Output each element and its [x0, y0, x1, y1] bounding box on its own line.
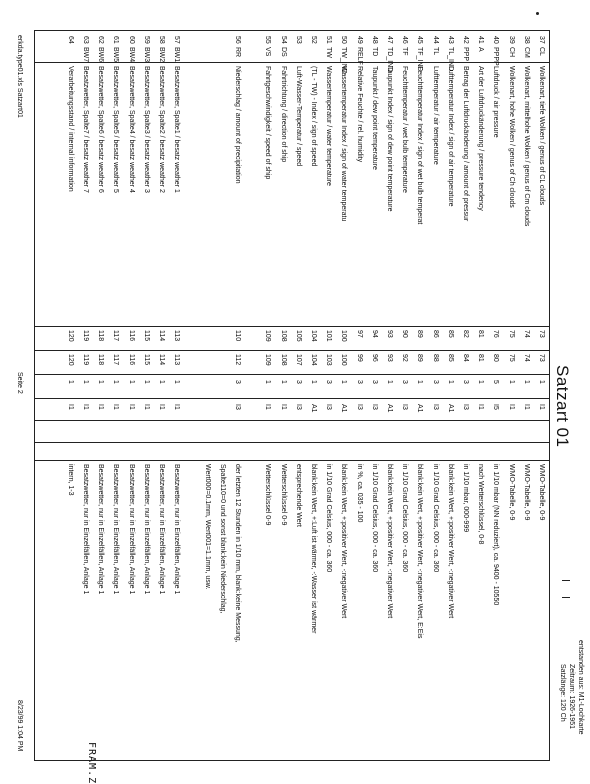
table-row: [203, 0, 212, 780]
field-end-column: 118: [97, 354, 105, 366]
field-end-column: 85: [446, 354, 454, 362]
tick-mark: [562, 580, 570, 581]
field-end-column: 117: [112, 354, 120, 366]
field-length: 1: [142, 380, 150, 384]
field-format: I1: [173, 404, 181, 410]
field-description: Lufttemperatur Index / sign of air temperature: [446, 66, 454, 207]
field-end-column: 114: [158, 354, 165, 366]
field-number: 47: [386, 36, 393, 44]
table-row: [172, 0, 181, 780]
table-row: [233, 0, 242, 780]
field-end-column: 103: [325, 354, 333, 366]
field-format: I1: [112, 404, 120, 410]
field-length: 1: [310, 380, 317, 384]
field-start-column: 100: [340, 330, 348, 342]
field-number: 62: [97, 36, 105, 44]
field-code: BW1: [173, 47, 181, 63]
field-format: I1: [97, 404, 105, 410]
field-format: I3: [401, 404, 409, 410]
field-remark: in 1/10 Grad Celsius, 000 - ca. 360: [431, 464, 439, 573]
field-start-column: 120: [66, 330, 74, 342]
field-description: Art der Luftdruckänderung / pressure tendency: [477, 66, 485, 211]
field-code: TF: [401, 47, 409, 56]
field-start-column: 85: [446, 330, 454, 338]
table-row: [385, 0, 394, 780]
field-format: I3: [370, 404, 378, 410]
field-number: 64: [66, 36, 74, 44]
field-end-column: 119: [82, 354, 89, 366]
field-length: 1: [416, 380, 424, 384]
field-remark: in 1/10 Grad Celsius, 000 - ca. 360: [370, 464, 378, 573]
field-start-column: 105: [294, 330, 302, 342]
field-number: 49: [355, 36, 363, 44]
field-remark: WMO-Tabelle, 0-9: [507, 464, 515, 521]
footer-left: erkda.type01.xls Satzart01: [16, 35, 23, 118]
field-start-column: 94: [370, 330, 378, 338]
field-description: Wassertemperatur / water temperature: [325, 66, 333, 186]
field-remark: WMO-Tabelle, 0-9: [522, 464, 530, 521]
field-number: 48: [370, 36, 378, 44]
field-code: CM: [522, 47, 530, 58]
field-end-column: 74: [522, 354, 530, 362]
field-start-column: 114: [158, 330, 165, 342]
field-start-column: 101: [325, 330, 333, 342]
field-code: TD_IND: [386, 47, 393, 73]
field-description: Besatzwetter, Spalte6 / besatz weather 6: [97, 66, 105, 193]
field-remark: blank:kein Wert, +:positiver Wert, -:negativer Wert: [386, 464, 393, 619]
field-number: 46: [401, 36, 409, 44]
field-end-column: 92: [401, 354, 409, 362]
field-code: TW: [325, 47, 333, 58]
field-code: DS: [279, 47, 287, 57]
field-start-column: 82: [462, 330, 469, 338]
field-end-column: 81: [477, 354, 485, 362]
field-code: BW6: [97, 47, 105, 63]
field-number: 53: [294, 36, 302, 44]
field-description: Wolkenart, mittelhohe Wolken / genus of Cm clouds: [522, 66, 530, 227]
field-code: CL: [538, 47, 545, 56]
field-description: Luft-Wasser-Temperatur / speed: [294, 66, 302, 167]
field-remark: Wetterschlüssel 0-9: [279, 464, 287, 526]
field-description: Lufttemperatur / air temperature: [431, 66, 439, 165]
field-length: 3: [462, 380, 469, 384]
field-start-column: 75: [507, 330, 515, 338]
table-row: [111, 0, 120, 780]
field-description: Feuchttemperatur Index / sign of wet bulb temperat: [416, 66, 424, 225]
field-description: (TL - TW) - Index / sign of speed: [310, 66, 317, 167]
table-row: [537, 0, 546, 780]
field-length: 1: [127, 380, 135, 384]
field-end-column: 100: [340, 354, 348, 366]
field-description: Wolkenart, hohe Wolken / genus of Ch clouds: [507, 66, 515, 208]
field-code: A: [477, 47, 485, 52]
field-code: TL: [431, 47, 439, 56]
field-number: 37: [538, 36, 545, 44]
margin-dot: [536, 12, 539, 15]
field-format: I1: [127, 404, 135, 410]
field-number: 43: [446, 36, 454, 44]
field-start-column: 93: [386, 330, 393, 338]
field-start-column: 115: [142, 330, 150, 342]
field-length: 1: [264, 380, 272, 384]
field-format: I1: [66, 404, 74, 410]
field-length: 1: [82, 380, 89, 384]
field-start-column: 110: [234, 330, 241, 342]
field-start-column: 76: [492, 330, 500, 338]
field-description: Feuchttemperatur / wet bulb temperature: [401, 66, 409, 193]
table-row: [187, 0, 196, 780]
field-format: A1: [340, 404, 348, 413]
field-number: 58: [158, 36, 165, 44]
field-description: Taupunkt Index / sign of dew point temperature: [386, 66, 393, 212]
field-length: 3: [431, 380, 439, 384]
field-code: BW3: [142, 47, 150, 63]
field-end-column: 120: [66, 354, 74, 366]
field-code: PPPP: [492, 47, 500, 66]
field-remark: Besatzwetter, nur in Einzelfällen, Anlage 1: [142, 464, 150, 595]
field-length: 1: [158, 380, 165, 384]
field-end-column: 84: [462, 354, 469, 362]
field-start-column: 97: [355, 330, 363, 338]
field-description: Besatzwetter, Spalte1 / besatz weather 1: [173, 66, 181, 193]
field-length: 3: [234, 380, 241, 384]
field-start-column: 104: [310, 330, 317, 342]
field-number: 41: [477, 36, 485, 44]
field-code: TF_IND: [416, 47, 424, 72]
table-row: [339, 0, 348, 780]
field-remark: nach Wetterschlüssel, 0-8: [477, 464, 485, 545]
field-remark: Besatzwetter, nur in Einzelfällen, Anlage 1: [112, 464, 120, 595]
table-row: [507, 0, 516, 780]
field-length: 1: [279, 380, 287, 384]
field-end-column: 88: [431, 354, 439, 362]
field-end-column: 75: [507, 354, 515, 362]
field-number: 52: [310, 36, 317, 44]
field-format: I3: [294, 404, 302, 410]
field-end-column: 93: [386, 354, 393, 362]
table-row: [279, 0, 288, 780]
origin-line-3: Satzlänge: 120 Ch: [559, 664, 566, 722]
table-row: [324, 0, 333, 780]
field-format: I1: [507, 404, 515, 410]
field-remark: in 1/10 mbar (NN reduziert), ca. 9400 - 10550: [492, 464, 500, 606]
table-row: [263, 0, 272, 780]
field-remark: Besatzwetter, nur in Einzelfällen, Anlage 1: [173, 464, 181, 595]
field-code: CH: [507, 47, 515, 58]
field-start-column: 117: [112, 330, 120, 342]
page-title: Satzart 01: [553, 365, 572, 448]
field-format: I1: [142, 404, 150, 410]
field-length: 1: [340, 380, 348, 384]
field-end-column: 99: [355, 354, 363, 362]
field-description: Fahrtrichtung / direction of ship: [279, 66, 287, 163]
field-description: Niederschlag / amount of precipitation: [234, 66, 241, 184]
field-remark: in 1/10 Grad Celsius, 000 - ca. 360: [325, 464, 333, 573]
field-remark: Spalte110=0 und sonst blank:kein Niederschlag,: [218, 464, 226, 614]
field-start-column: 109: [264, 330, 272, 342]
field-start-column: 90: [401, 330, 409, 338]
field-code: RELF: [355, 47, 363, 65]
field-length: 1: [112, 380, 120, 384]
field-description: Wolkenart, tiefe Wolken / genus of CL clouds: [538, 66, 545, 206]
field-description: Relative Feuchte / rel. humidity: [355, 66, 363, 163]
table-row: [218, 0, 227, 780]
field-length: 3: [294, 380, 302, 384]
field-length: 1: [507, 380, 515, 384]
field-number: 55: [264, 36, 272, 44]
field-description: Luftdruck / air pressure: [492, 66, 500, 138]
field-code: BW5: [112, 47, 120, 63]
field-length: 1: [446, 380, 454, 384]
field-format: I3: [234, 404, 241, 410]
field-start-column: 113: [173, 330, 181, 342]
field-description: Besatzwetter, Spalte2 / besatz weather 2: [158, 66, 165, 193]
field-format: A1: [446, 404, 454, 413]
field-length: 1: [538, 380, 545, 384]
field-format: I5: [492, 404, 500, 410]
field-format: I1: [477, 404, 485, 410]
field-start-column: 116: [127, 330, 135, 342]
field-length: 1: [173, 380, 181, 384]
table-row: [476, 0, 485, 780]
field-start-column: 108: [279, 330, 287, 342]
field-description: Besatzwetter, Spalte5 / besatz weather 5: [112, 66, 120, 193]
field-number: 61: [112, 36, 120, 44]
field-code: VS: [264, 47, 272, 57]
field-format: I1: [264, 404, 272, 410]
field-start-column: 118: [97, 330, 105, 342]
field-remark: entsprechende Wert: [294, 464, 302, 527]
table-row: [127, 0, 136, 780]
field-description: Besatzwetter, Spalte7 / besatz weather 7: [82, 66, 89, 193]
field-end-column: 108: [279, 354, 287, 366]
field-number: 40: [492, 36, 500, 44]
field-code: RR: [234, 47, 241, 58]
field-number: 50: [340, 36, 348, 44]
field-start-column: 119: [82, 330, 89, 342]
field-description: Verarbeitungsstand / internal information: [66, 66, 74, 192]
field-remark: Wert000=0.1mm, Wert001=1.1mm, usw.: [203, 464, 211, 590]
field-format: I3: [431, 404, 439, 410]
field-end-column: 115: [142, 354, 150, 366]
field-length: 1: [522, 380, 530, 384]
field-length: 1: [66, 380, 74, 384]
field-number: 60: [127, 36, 135, 44]
field-end-column: 80: [492, 354, 500, 362]
field-end-column: 109: [264, 354, 272, 366]
field-code: BW4: [127, 47, 135, 63]
field-start-column: 81: [477, 330, 485, 338]
field-code: BW2: [158, 47, 165, 63]
table-row: [248, 0, 257, 780]
field-start-column: 73: [538, 330, 545, 338]
field-number: 44: [431, 36, 439, 44]
field-length: 1: [97, 380, 105, 384]
field-length: 3: [370, 380, 378, 384]
table-row: [355, 0, 364, 780]
field-number: 39: [507, 36, 515, 44]
table-bottom-rule: [34, 30, 35, 760]
field-remark: blank:kein Wert, +:positiver Wert, -:negativer Wert: [446, 464, 454, 619]
field-format: I3: [325, 404, 333, 410]
field-end-column: 113: [173, 354, 181, 366]
field-end-column: 96: [370, 354, 378, 362]
table-row: [294, 0, 303, 780]
field-remark: blank:kein Wert, +:Luft ist wärmer, -:Wasser ist wärmer: [310, 464, 317, 634]
table-row: [309, 0, 318, 780]
field-format: I1: [538, 404, 545, 410]
table-row: [415, 0, 424, 780]
field-end-column: 73: [538, 354, 545, 362]
field-length: 5: [492, 380, 500, 384]
field-format: I1: [279, 404, 287, 410]
field-remark: Besatzwetter, nur in Einzelfällen, Anlage 1: [158, 464, 165, 595]
field-remark: Wetterschlüssel 0-9: [264, 464, 272, 526]
field-end-column: 89: [416, 354, 424, 362]
table-row: [66, 0, 75, 780]
field-remark: Besatzwetter, nur in Einzelfällen, Anlage 1: [97, 464, 105, 595]
field-end-column: 104: [310, 354, 317, 366]
field-number: 45: [416, 36, 424, 44]
field-code: TD: [370, 47, 378, 57]
field-remark: in 1/10 Grad Celsius, 000 - ca. 360: [401, 464, 409, 573]
field-format: A1: [310, 404, 317, 413]
origin-line-1: entstanden aus: M1-Lochkarte: [577, 640, 584, 735]
field-number: 56: [234, 36, 241, 44]
table-row: [522, 0, 531, 780]
field-format: I1: [82, 404, 89, 410]
field-format: A1: [386, 404, 393, 413]
table-row: [81, 0, 90, 780]
field-length: 1: [477, 380, 485, 384]
field-number: 59: [142, 36, 150, 44]
field-start-column: 86: [431, 330, 439, 338]
field-length: 3: [325, 380, 333, 384]
table-row: [370, 0, 379, 780]
tick-mark: [562, 597, 570, 598]
field-number: 42: [462, 36, 469, 44]
table-row: [431, 0, 440, 780]
field-number: 54: [279, 36, 287, 44]
field-format: I1: [158, 404, 165, 410]
field-format: I3: [462, 404, 469, 410]
field-length: 3: [355, 380, 363, 384]
handwritten-note: FRAM.Z: [86, 742, 97, 784]
field-remark: intern, 1-3: [66, 464, 74, 496]
field-format: I1: [522, 404, 530, 410]
field-length: 1: [386, 380, 393, 384]
field-description: Betrag der Luftdruckänderung / amount of pressur: [462, 66, 469, 222]
field-remark: WMO-Tabelle, 0-9: [538, 464, 545, 521]
field-description: Wassertemperatur Index / sign of water temperatu: [340, 66, 348, 222]
field-number: 51: [325, 36, 333, 44]
footer-right: 8/23/99 1:04 PM: [16, 700, 23, 752]
field-description: Taupunkt / dew point temperature: [370, 66, 378, 170]
field-remark: Besatzwetter, nur in Einzelfällen, Anlage 1: [127, 464, 135, 595]
table-row: [461, 0, 470, 780]
field-remark: in 1/10 mbar, 000-999: [462, 464, 469, 533]
field-length: 3: [401, 380, 409, 384]
field-remark: der letzten 12 Stunden in 1/10 mm, blank:keine Messung,: [234, 464, 241, 643]
footer-center: Seite 2: [16, 372, 23, 394]
field-format: I3: [355, 404, 363, 410]
field-code: TL_IND: [446, 47, 454, 72]
field-remark: blank:kein Wert, +:positiver Wert, -:negativer Wert, E:Eis: [416, 464, 424, 639]
field-end-column: 112: [234, 354, 241, 366]
field-number: 63: [82, 36, 89, 44]
field-description: Besatzwetter, Spalte3 / besatz weather 3: [142, 66, 150, 193]
table-row: [400, 0, 409, 780]
table-row: [142, 0, 151, 780]
field-end-column: 107: [294, 354, 302, 366]
field-code: TW_IND: [340, 47, 348, 74]
field-start-column: 89: [416, 330, 424, 338]
field-start-column: 74: [522, 330, 530, 338]
field-number: 57: [173, 36, 181, 44]
table-row: [96, 0, 105, 780]
field-remark: blank:kein Wert, +:positiver Wert, -:negativer Wert: [340, 464, 348, 619]
field-code: PPP: [462, 47, 469, 62]
field-number: 38: [522, 36, 530, 44]
field-code: BW7: [82, 47, 89, 63]
table-row: [157, 0, 166, 780]
field-remark: Besatzwetter, nur in Einzelfällen, Anlage 1: [82, 464, 89, 595]
field-end-column: 116: [127, 354, 135, 366]
field-description: Besatzwetter, Spalte4 / besatz weather 4: [127, 66, 135, 193]
origin-line-2: Zeitraum: 1926-1951: [568, 664, 575, 729]
field-remark: in %, ca. 035 - 100: [355, 464, 363, 523]
table-row: [491, 0, 500, 780]
field-description: Fahrtgeschwindigkeit / speed of ship: [264, 66, 272, 180]
table-top-rule: [549, 30, 550, 760]
table-row: [446, 0, 455, 780]
field-format: A1: [416, 404, 424, 413]
